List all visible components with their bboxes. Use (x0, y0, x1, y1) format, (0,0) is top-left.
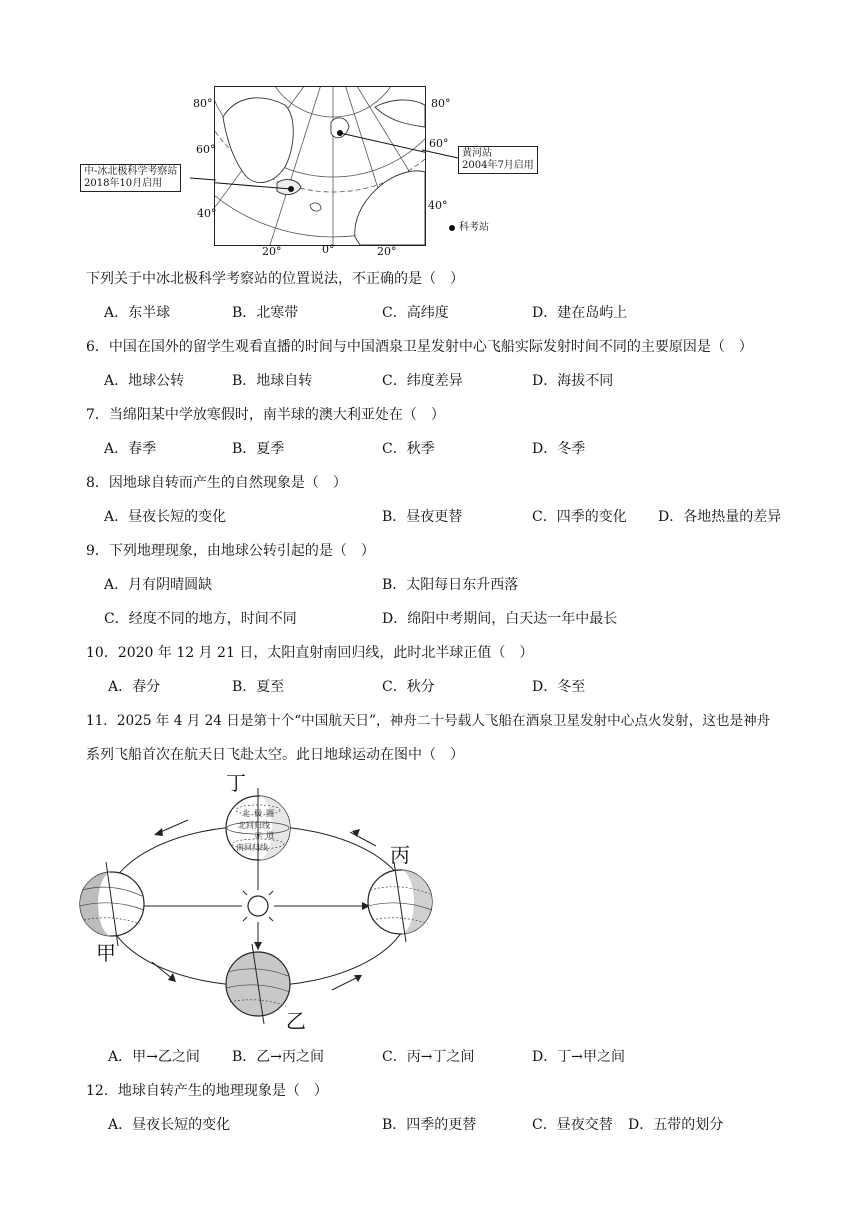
orbit-label-bing: 丙 (390, 843, 410, 867)
legend-dot-icon (449, 225, 455, 231)
lat-label-left-60: 60° (196, 143, 216, 156)
q9-option-c[interactable]: C．经度不同的地方，时间不同 (104, 611, 297, 627)
lat-label-right-80: 80° (431, 97, 451, 110)
arctic-map-drawing (215, 87, 425, 245)
orbit-drawing (70, 770, 450, 1040)
orbit-label-jia: 甲 (96, 941, 116, 965)
left-leader-ext (180, 170, 220, 190)
q11-stem-line2: 系列飞船首次在航天日飞赴太空。此日地球运动在图中（ ） (86, 747, 464, 763)
orbit-label-ding: 丁 (226, 771, 246, 795)
lat-label-left-80: 80° (193, 97, 213, 110)
left-callout-line1: 中-冰北极科学考察站 (84, 166, 178, 177)
ding-text-dao: 道 (266, 831, 274, 840)
q10-option-d[interactable]: D．冬至 (532, 679, 586, 695)
q7-option-c[interactable]: C．秋季 (382, 441, 435, 457)
q5-option-c[interactable]: C．高纬度 (382, 305, 449, 321)
ding-text-ji: 极 (254, 809, 262, 818)
q12-option-c[interactable]: C．昼夜交替 (532, 1117, 613, 1133)
q8-option-b[interactable]: B．昼夜更替 (382, 509, 463, 525)
q9-option-b[interactable]: B．太阳每日东升西落 (382, 577, 519, 593)
ding-text-chi: 赤 (254, 831, 262, 840)
q10-option-a[interactable]: A．春分 (108, 679, 161, 695)
q10-stem: 10．2020 年 12 月 21 日，太阳直射南回归线，此时北半球正值（ ） (86, 645, 534, 661)
q6-stem: 6．中国在国外的留学生观看直播的时间与中国酒泉卫星发射中心飞船实际发射时间不同的主要原因是（ ） (86, 339, 753, 355)
q8-option-d[interactable]: D．各地热量的差异 (658, 509, 782, 525)
lon-label-e20: 20° (377, 245, 397, 258)
q10-option-c[interactable]: C．秋分 (382, 679, 435, 695)
left-station-callout (80, 164, 181, 192)
legend-label: 科考站 (459, 222, 489, 233)
q8-stem: 8．因地球自转而产生的自然现象是（ ） (86, 475, 347, 491)
russia-coast-shape (375, 100, 425, 127)
lon-label-0: 0° (322, 243, 335, 256)
q7-option-d[interactable]: D．冬季 (532, 441, 586, 457)
scandinavia-shape (355, 171, 425, 245)
q9-option-a[interactable]: A．月有阴晴圆缺 (104, 577, 213, 593)
q9-stem: 9．下列地理现象，由地球公转引起的是（ ） (86, 543, 375, 559)
globe-yi (226, 944, 290, 1024)
q5-stem: 下列关于中冰北极科学考察站的位置说法，不正确的是（ ） (86, 271, 464, 287)
lon-label-w20: 20° (262, 245, 282, 258)
faroe-shape (310, 203, 321, 211)
q11-option-b[interactable]: B．乙→丙之间 (232, 1049, 325, 1065)
ding-text-quan: 圈 (266, 809, 274, 818)
greenland-shape (223, 98, 293, 183)
lat-label-right-60: 60° (429, 137, 449, 150)
q7-option-a[interactable]: A．春季 (104, 441, 157, 457)
right-callout-line1: 黄河站 (462, 148, 492, 159)
map-frame (214, 86, 426, 246)
q6-option-b[interactable]: B．地球自转 (232, 373, 313, 389)
q11-stem-line1: 11．2025 年 4 月 24 日是第十个“中国航天日”，神舟二十号载人飞船在酒泉卫星发射中心点火发射，这也是神舟 (86, 713, 771, 729)
q12-option-d[interactable]: D．五带的划分 (628, 1117, 724, 1133)
q5-option-b[interactable]: B．北寒带 (232, 305, 299, 321)
right-callout-line2: 2004年7月启用 (462, 160, 534, 171)
lat-label-right-40: 40° (428, 199, 448, 212)
q5-option-a[interactable]: A．东半球 (104, 305, 171, 321)
q8-option-c[interactable]: C．四季的变化 (532, 509, 627, 525)
q7-stem: 7．当绵阳某中学放寒假时，南半球的澳大利亚处在（ ） (86, 407, 445, 423)
q10-option-b[interactable]: B．夏至 (232, 679, 285, 695)
ding-text-tropic-n: 北回归线 (238, 821, 270, 830)
right-station-callout (458, 146, 538, 174)
q9-option-d[interactable]: D．绵阳中考期间，白天达一年中最长 (382, 611, 618, 627)
left-callout-line2: 2018年10月启用 (84, 178, 163, 189)
q6-option-a[interactable]: A．地球公转 (104, 373, 185, 389)
q5-option-d[interactable]: D．建在岛屿上 (532, 305, 628, 321)
right-leader-ext (422, 148, 462, 168)
lat-label-left-40: 40° (197, 207, 217, 220)
q12-stem: 12．地球自转产生的地理现象是（ ） (86, 1083, 328, 1099)
q11-option-c[interactable]: C．丙→丁之间 (382, 1049, 475, 1065)
globe-jia (80, 862, 144, 946)
q12-option-b[interactable]: B．四季的更替 (382, 1117, 477, 1133)
q11-option-d[interactable]: D．丁→甲之间 (532, 1049, 625, 1065)
orbit-label-yi: 乙 (286, 1009, 306, 1033)
globe-bing (368, 862, 432, 942)
q8-option-a[interactable]: A．昼夜长短的变化 (104, 509, 227, 525)
q6-option-d[interactable]: D．海拔不同 (532, 373, 614, 389)
q6-option-c[interactable]: C．纬度差异 (382, 373, 463, 389)
sun-icon (236, 884, 280, 928)
ding-text-bei-1: 北 (242, 809, 250, 818)
right-leader-line (340, 133, 425, 159)
globe-ding (226, 788, 290, 868)
q7-option-b[interactable]: B．夏季 (232, 441, 285, 457)
q11-option-a[interactable]: A．甲→乙之间 (108, 1049, 200, 1065)
q12-option-a[interactable]: A．昼夜长短的变化 (108, 1117, 231, 1133)
ding-text-tropic-s: 南回归线 (236, 843, 268, 852)
